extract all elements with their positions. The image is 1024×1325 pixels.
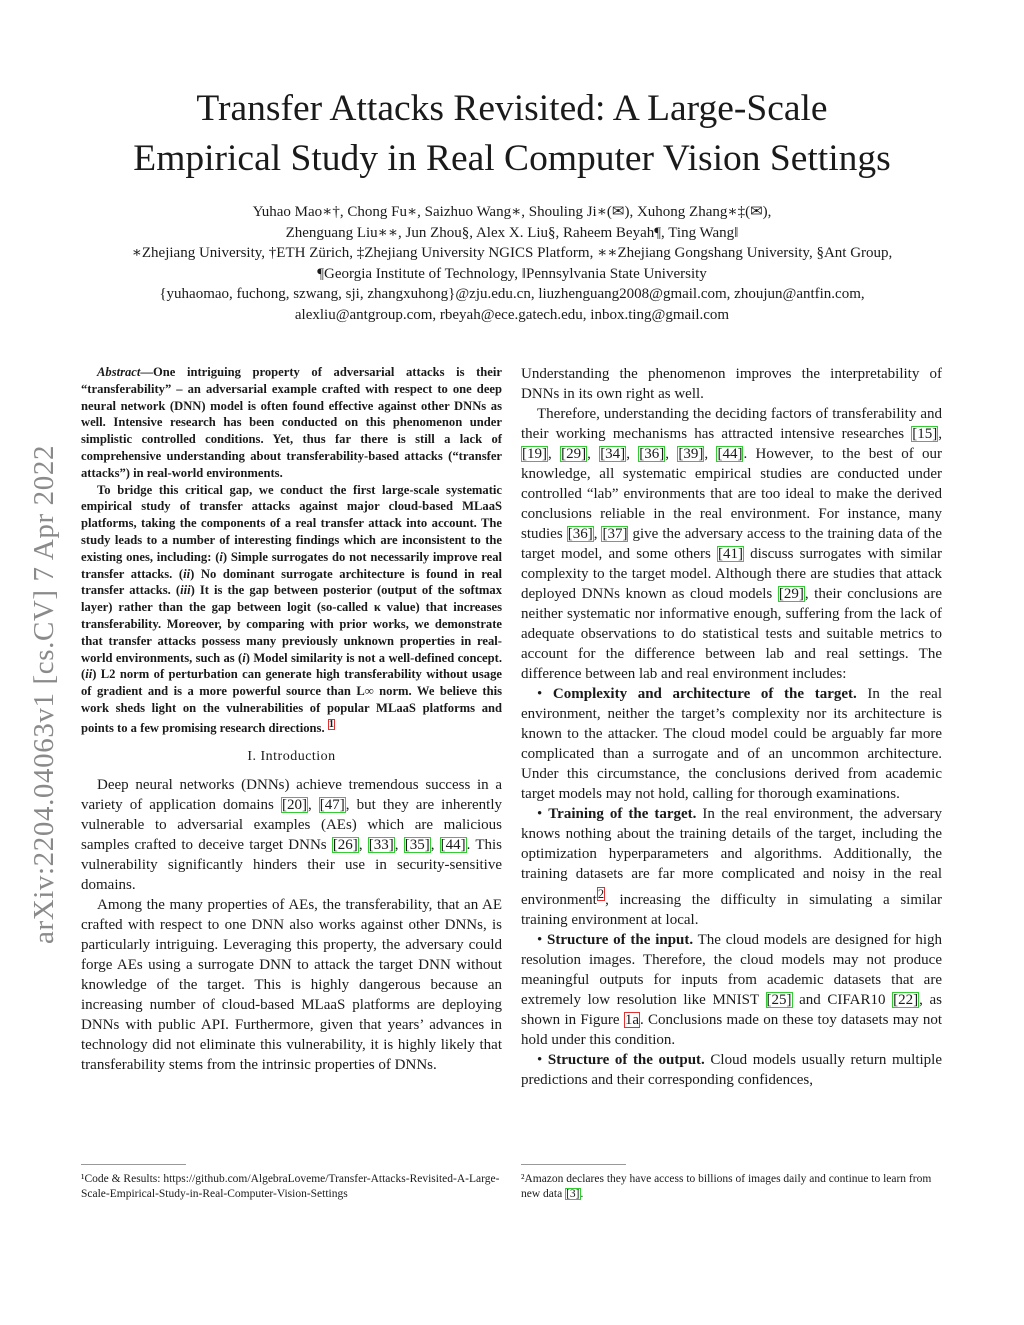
bullet-output-structure: • Structure of the output. Cloud models usually return multiple predictions and their corresponding confidences, [521,1052,942,1088]
affiliation-line-2: ¶Georgia Institute of Technology, ‖Pennsylvania State University [317,265,707,282]
citation-link[interactable]: [29] [561,446,587,462]
abstract-paragraph-1: Abstract—One intriguing property of adversarial attacks is their “transferability” – an adversarial example crafted with respect to one deep neural network (DNN) model is often found effective against other DNNs as well. Intensive research has been conducted on this phenomenon under simplistic controlled conditions. Yet, thus far there is still a lack of comprehensive understanding about transferability-based attacks (“transfer attacks”) in real-world environments. [81,365,502,480]
citation-link[interactable]: [19] [522,446,547,462]
intro-paragraph-1: Deep neural networks (DNNs) achieve tremendous success in a variety of application domains [20], [47], but they are inherently vulnerable to adversarial examples (AEs) which are malicious samples crafted to deceive target DNNs [26], [33], [35], [44]. This vulnerability significantly hinders their use in security-sensitive domains. [81,776,503,893]
citation-link[interactable]: [44] [717,446,743,462]
footnote-rule-left [81,1164,186,1165]
right-paragraph-0: Understanding the phenomenon improves the interpretability of DNNs in its own right as well. [521,366,942,402]
citation-link[interactable]: [34] [600,446,626,462]
right-paragraph-1: Therefore, understanding the deciding factors of transferability and their working mechanisms has attracted intensive researches [15], [19], [29], [34], [36], [39], [44]. However, to the best of our knowledge, all systematic empirical studies are conducted under controlled “lab” environments that are too ideal to make the derived conclusions reliable in the real environment. For instance, many studies [36], [37] give the adversary access to the training data of the target model, and some others [41] discuss surrogates with similar complexity to the target model. Although there are studies that attack deployed DNNs known as cloud models [29], their conclusions are neither systematic nor informative enough, suffering from the lack of adequate observations to do statistical tests and suitable metrics to account for the difference between lab and real settings. The difference between lab and real environment includes: [521,406,943,682]
author-block [60,202,964,326]
author-line-1: Yuhao Mao∗†, Chong Fu∗, Saizhuo Wang∗, Shouling Ji∗(✉), Xuhong Zhang∗‡(✉), [252,204,772,220]
abstract-paragraph-2: To bridge this critical gap, we conduct the first large-scale systematic empirical study of transfer attacks against major cloud-based MLaaS platforms, taking the components of a real transfer attack into account. The study leads to a number of interesting findings which are inconsistent to the existing ones, including: (i) Simple surrogates do not necessarily improve real transfer attacks. (ii) No dominant surrogate architecture is found in real transfer attacks. (iii) It is the gap between posterior (output of the softmax layer) rather than the gap between logit (so-called κ value) that increases transferability. Moreover, by comparing with prior works, we demonstrate that transfer attacks possess many previously unknown properties in real-world environments, such as (i) Model similarity is not a well-defined concept. (ii) L2 norm of perturbation can generate high transferability without usage of gradient and is a more powerful source than L∞ norm. We believe this work sheds light on the vulnerabilities of popular MLaaS platforms and points to a few promising research directions. $^1$ [81,482,502,735]
abstract-label: Abstract [97,365,141,379]
footnote-link-2[interactable]: 2 [597,887,605,901]
title-line-2: Empirical Study in Real Computer Vision Settings [133,138,891,179]
footnote-link-1[interactable]: 1 [328,718,334,730]
citation-link[interactable]: [36] [567,526,593,542]
affiliation-line-1: ∗Zhejiang University, †ETH Zürich, ‡Zhejiang University NGICS Platform, ∗∗Zhejiang Gongshang University, §Ant Group, [131,245,893,262]
bullet-complexity: • Complexity and architecture of the target. In the real environment, neither the target’s complexity nor its architecture is known to the attacker. The cloud model could be arguably far more complicated than a surrogate and of an uncommon architecture. Under this circumstance, the conclusions derived from academic target models may not hold, calling for thorough examinations. [521,686,942,802]
citation-link[interactable]: [20] [281,796,307,813]
citation-link[interactable]: [35] [404,836,430,853]
citation-link[interactable]: [37] [602,526,628,542]
intro-paragraph-2: Among the many properties of AEs, the transferability, that an AE crafted with respect to one DNN also works against other DNNs, is particularly intriguing. Leveraging this property, the adversary could forge AEs using a surrogate DNN to attack the target DNN without knowledge of the target. This is highly dangerous because an increasing number of cloud-based MLaaS platforms are deploying DNNs with public API. Furthermore, given that years’ advances in technology did not eliminate this vulnerability, it is highly likely that transferability stems from the intrinsic properties of DNNs. [81,896,502,1073]
email-line-1: {yuhaomao, fuchong, szwang, sji, zhangxuhong}@zju.edu.cn, liuzhenguang2008@gmail.com, zhoujun@antfin.com, [159,286,865,303]
footnote-2: ²Amazon declares they have access to billions of images daily and continue to learn from new data [3]. [521,1173,932,1200]
citation-link[interactable]: [33] [368,836,394,853]
citation-link[interactable]: [3] [566,1188,580,1200]
citation-link[interactable]: [41] [717,546,743,562]
figure-link-1a[interactable]: 1a [624,1012,639,1028]
right-column [521,364,942,1090]
footnote-rule-right [521,1164,626,1165]
left-column [81,364,502,1075]
author-line-2: Zhenguang Liu∗∗, Jun Zhou§, Alex X. Liu§, Raheem Beyah¶, Ting Wang‖ [285,224,739,241]
title-line-1: Transfer Attacks Revisited: A Large-Scale [196,88,828,129]
paper-title [60,84,964,184]
bullet-input-structure: • Structure of the input. The cloud models are designed for high resolution images. Therefore, the cloud models may not produce meaningful outputs for inputs from academic datasets that are extremely low resolution like MNIST [25] and CIFAR10 [22], as shown in Figure 1a. Conclusions made on these toy datasets may not hold under this condition. [521,932,943,1048]
section-heading-introduction: I. Introduction [247,748,336,764]
citation-link[interactable]: [44] [440,836,466,853]
citation-link[interactable]: [25] [766,992,792,1008]
bullet-training: • Training of the target. In the real environment, the adversary knows nothing about the training details of the target, including the optimization hyperparameters and algorithms. Additionally, the training datasets are far more complicated and noisy in the real environment$^2$, increasing the difficulty in simulating a similar training environment at local. [521,806,942,928]
citation-link[interactable]: [39] [678,446,704,462]
footnote-1: ¹Code & Results: https://github.com/AlgebraLoveme/Transfer-Attacks-Revisited-A-Large-Scale-Empirical-Study-in-Real-Computer-Vision-Settings [81,1173,500,1200]
citation-link[interactable]: [15] [912,426,938,442]
citation-link[interactable]: [22] [893,992,919,1008]
citation-link[interactable]: [36] [639,446,665,462]
citation-link[interactable]: [47] [319,796,345,813]
citation-link[interactable]: [29] [778,586,804,602]
citation-link[interactable]: [26] [332,836,358,853]
abstract [81,364,502,737]
email-line-2: alexliu@antgroup.com, rbeyah@ece.gatech.edu, inbox.ting@gmail.com [294,306,730,323]
arxiv-sidebar-stamp: arXiv:2204.04063v1 [cs.CV] 7 Apr 2022 [28,444,60,944]
